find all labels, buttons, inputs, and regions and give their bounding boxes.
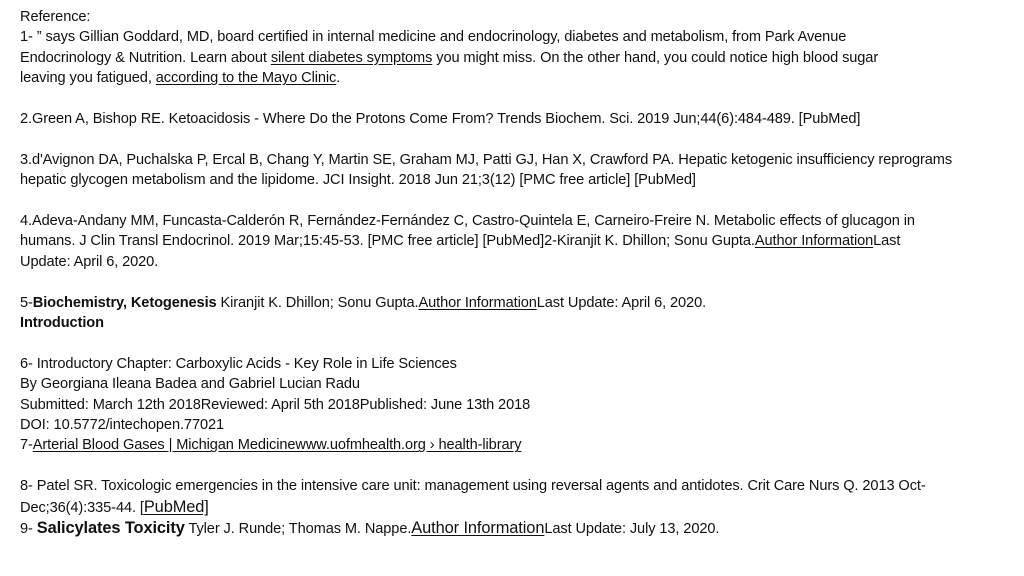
mayo-clinic-link[interactable]: according to the Mayo Clinic	[155, 70, 337, 87]
ref1-line2-pre: Endocrinology & Nutrition. Learn about	[20, 49, 271, 66]
spacer	[20, 272, 1010, 292]
ref9-authors: Tyler J. Runde; Thomas M. Nappe.	[184, 521, 412, 538]
ref3-line2: hepatic glycogen metabolism and the lipidome. JCI Insight. 2018 Jun 21;3(12) [PMC free article] [PubMed]	[20, 172, 696, 189]
ref4-author-information-link[interactable]: Author Information	[754, 233, 874, 250]
ref8-pubmed-link[interactable]: PubMed]	[143, 497, 209, 516]
spacer	[20, 89, 1010, 109]
ref1-line3-post: .	[336, 70, 341, 87]
ref4-line2-post: Last	[873, 233, 901, 250]
ref9-line1	[20, 518, 1010, 539]
ref4-line2	[20, 231, 1010, 251]
ref8-line2-pre: Dec;36(4):335-44. [	[20, 499, 144, 516]
ref9-last-update: Last Update: July 13, 2020.	[544, 521, 720, 538]
references-heading: Reference:	[20, 9, 91, 25]
ref4-line1: 4.Adeva-Andany MM, Funcasta-Calderón R, Fernández-Fernández C, Castro-Quintela E, Carneiro-Freire N. Metabolic effects of glucagon in	[20, 213, 915, 230]
ref9-num: 9-	[20, 521, 37, 538]
ref8-line2	[20, 497, 1010, 518]
ref5-num: 5-	[20, 294, 33, 311]
ref1-line1: 1- ” says Gillian Goddard, MD, board certified in internal medicine and endocrinology, diabetes and metabolism, from Park Avenue	[20, 29, 847, 46]
spacer	[20, 456, 1010, 476]
references-slide	[20, 7, 1010, 539]
ref1-line2-post: you might miss. On the other hand, you could notice high blood sugar	[432, 49, 879, 66]
ref6-line1: 6- Introductory Chapter: Carboxylic Acids - Key Role in Life Sciences	[20, 355, 457, 372]
silent-diabetes-symptoms-link[interactable]: silent diabetes symptoms	[270, 49, 433, 66]
ref1-line3-pre: leaving you fatigued,	[20, 70, 156, 87]
ref6-line4: DOI: 10.5772/intechopen.77021	[20, 417, 225, 434]
ref6-line2: By Georgiana Ileana Badea and Gabriel Lucian Radu	[20, 376, 360, 393]
ref5-last-update: Last Update: April 6, 2020.	[536, 294, 707, 311]
ref5-line1	[20, 293, 1010, 313]
ref3-line1: 3.d'Avignon DA, Puchalska P, Ercal B, Chang Y, Martin SE, Graham MJ, Patti GJ, Han X, Crawford PA. Hepatic ketogenic insufficiency reprograms	[20, 151, 953, 168]
spacer	[20, 129, 1010, 149]
ref4-line3: Update: April 6, 2020.	[20, 253, 159, 270]
ref5-title: Biochemistry, Ketogenesis	[32, 294, 217, 311]
arterial-blood-gases-link[interactable]: Arterial Blood Gases | Michigan Medicinewww.uofmhealth.org › health-library	[32, 437, 522, 454]
ref5-authors: Kiranjit K. Dhillon; Sonu Gupta.	[216, 294, 419, 311]
ref5-author-information-link[interactable]: Author Information	[418, 294, 537, 311]
ref6-line3: Submitted: March 12th 2018Reviewed: April 5th 2018Published: June 13th 2018	[20, 396, 531, 413]
ref2-line1: 2.Green A, Bishop RE. Ketoacidosis - Where Do the Protons Come From? Trends Biochem. Sci. 2019 Jun;44(6):484-489. [PubMed]	[20, 111, 861, 128]
ref1-line3	[20, 68, 1010, 88]
ref9-author-information-link[interactable]: Author Information	[411, 519, 545, 538]
ref7-num: 7-	[20, 437, 33, 454]
ref4-line2-pre: humans. J Clin Transl Endocrinol. 2019 Mar;15:45-53. [PMC free article] [PubMed]2-Kiranjit K. Dhillon; Sonu Gupta.	[20, 233, 755, 250]
ref5-introduction: Introduction	[20, 315, 104, 332]
ref8-line1: 8- Patel SR. Toxicologic emergencies in the intensive care unit: management using reversal agents and antidotes. Crit Care Nurs Q. 2013 Oct-	[20, 478, 926, 495]
spacer	[20, 191, 1010, 211]
spacer	[20, 333, 1010, 353]
ref7-line1	[20, 435, 1010, 455]
ref1-line2	[20, 48, 1010, 68]
ref9-title: Salicylates Toxicity	[36, 519, 185, 538]
